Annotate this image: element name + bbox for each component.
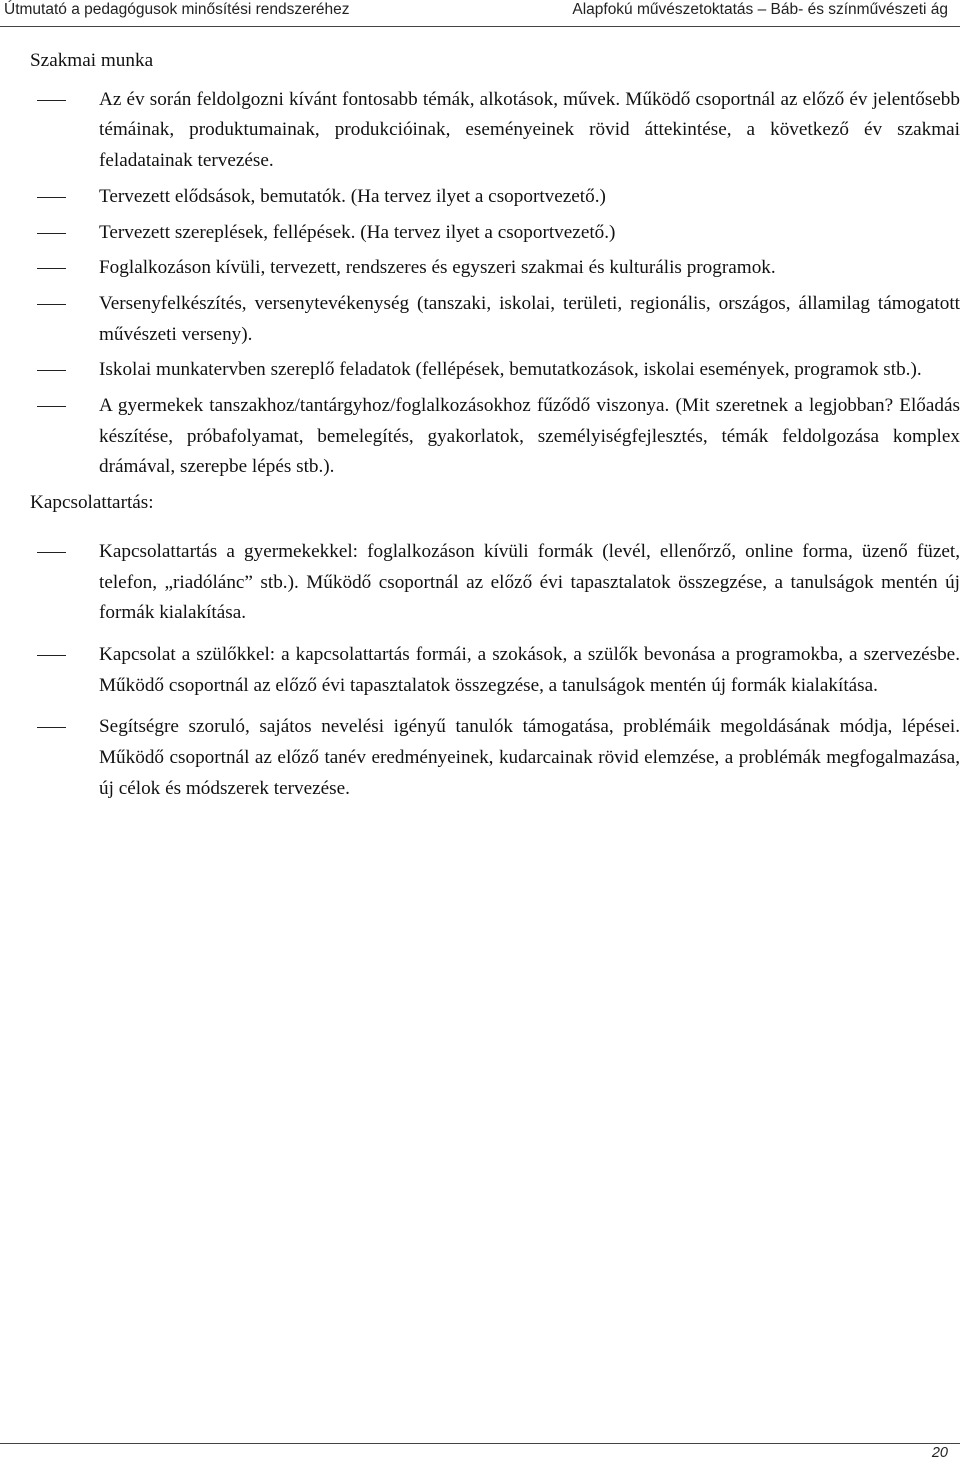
list-item-text: A gyermekek tanszakhoz/tantárgyhoz/foglalkozásokhoz fűződő viszonya. (Mit szeretnek a legjobban? Előadás készítése, próbafolyamat, bemelegítés, gyakorlatok, személyiségfejlesztés, témák feldolgozása komplex drámával, szerepbe lépés stb.).: [99, 395, 960, 478]
footer-divider: [0, 1443, 960, 1444]
dash-bullet-icon: [37, 370, 66, 371]
list-item: [30, 712, 960, 804]
list-item: [30, 182, 960, 213]
header-section-title: Alapfokú művészetoktatás – Báb- és színművészeti ág: [572, 1, 948, 18]
dash-bullet-icon: [37, 268, 66, 269]
header-document-title: Útmutató a pedagógusok minősítési rendszeréhez: [4, 1, 350, 18]
page-number: 20: [931, 1445, 948, 1461]
list-item-text: Iskolai munkatervben szereplő feladatok (fellépések, bemutatkozások, iskolai események, programok stb.).: [99, 359, 922, 381]
list-item: [30, 253, 960, 284]
dash-bullet-icon: [37, 406, 66, 407]
list-item-text: Versenyfelkészítés, versenytevékenység (tanszaki, iskolai, területi, regionális, országos, államilag támogatott művészeti verseny).: [99, 292, 960, 345]
dash-bullet-icon: [37, 552, 66, 553]
dash-bullet-icon: [37, 727, 66, 728]
list-item-text: Az év során feldolgozni kívánt fontosabb témák, alkotások, művek. Működő csoportnál az előző év jelentősebb témáinak, produktumainak, produkcióinak, eseményeinek rövid áttekintése, a következő év szakmai feladatainak tervezése.: [99, 88, 960, 172]
list-item-text: Kapcsolattartás a gyermekekkel: foglalkozáson kívüli formák (levél, ellenőrző, online forma, üzenő füzet, telefon, „riadólánc” stb.). Működő csoportnál az előző évi tapasztalatok összegzése, a tanulságok mentén új formák kialakítása.: [99, 540, 960, 624]
page-header: [0, 0, 960, 26]
header-divider: [0, 26, 960, 27]
list-item: [30, 537, 960, 629]
list-item-text: Tervezett elődsások, bemutatók. (Ha tervez ilyet a csoportvezető.): [99, 185, 606, 207]
kapcsolattartas-list: [30, 537, 960, 805]
list-item: [30, 391, 960, 483]
section-heading-kapcsolattartas: Kapcsolattartás:: [30, 492, 154, 514]
szakmai-munka-list: [30, 85, 960, 483]
list-item-text: Tervezett szereplések, fellépések. (Ha tervez ilyet a csoportvezető.): [99, 221, 616, 243]
dash-bullet-icon: [37, 655, 66, 656]
list-item-text: Segítségre szoruló, sajátos nevelési igényű tanulók támogatása, problémáik megoldásának módja, lépései. Működő csoportnál az előző tanév eredményeinek, kudarcainak rövid elemzése, a problémák megfogalmazása, új célok és módszerek tervezése.: [99, 716, 960, 799]
list-item: [30, 289, 960, 350]
dash-bullet-icon: [37, 304, 66, 305]
dash-bullet-icon: [37, 197, 66, 198]
list-item: [30, 85, 960, 177]
list-item-text: Foglalkozáson kívüli, tervezett, rendszeres és egyszeri szakmai és kulturális programok.: [99, 257, 776, 279]
dash-bullet-icon: [37, 100, 66, 101]
list-item-text: Kapcsolat a szülőkkel: a kapcsolattartás formái, a szokások, a szülők bevonása a programokba, a szervezésbe. Működő csoportnál az előző évi tapasztalatok összegzése, a tanulságok mentén új formák kialakítása.: [99, 643, 960, 696]
list-item: [30, 640, 960, 701]
list-item: [30, 218, 960, 249]
section-heading-szakmai-munka: Szakmai munka: [30, 50, 154, 71]
list-item: [30, 355, 960, 386]
document-body: [30, 46, 960, 815]
dash-bullet-icon: [37, 233, 66, 234]
